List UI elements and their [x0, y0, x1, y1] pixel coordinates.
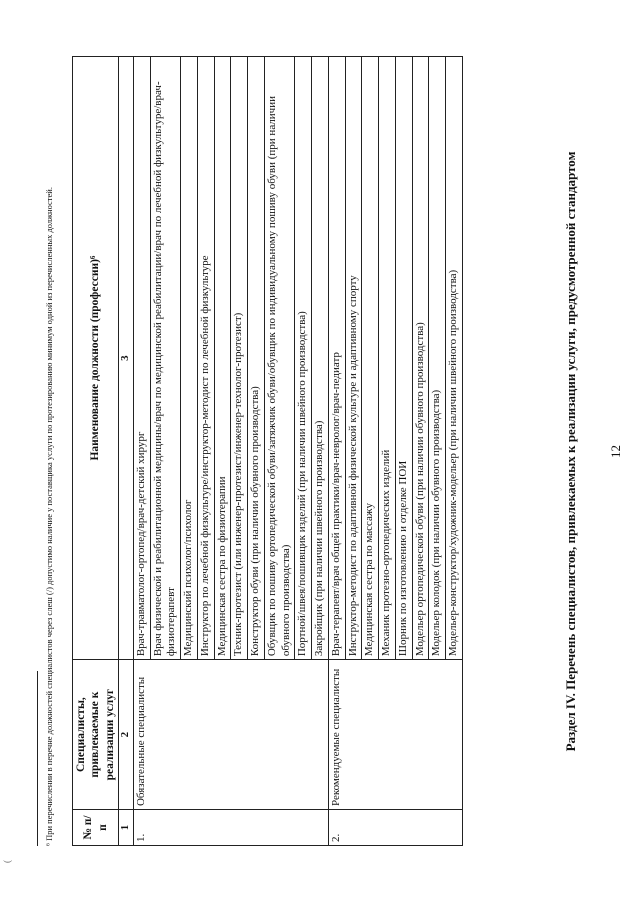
- position-name: Медицинская сестра по физиотерапии: [214, 57, 231, 660]
- position-name: Врач-травматолог-ортопед/врач-детский хирург: [133, 57, 150, 660]
- column-number: 2: [119, 660, 134, 810]
- position-name: Врач-терапевт/врач общей практики/врач-невролог/врач-педиатр: [328, 57, 345, 660]
- group-name: Рекомендуемые специалисты: [328, 660, 462, 810]
- column-number: 1: [119, 810, 134, 846]
- header-no: № п/п: [73, 810, 119, 846]
- group-number: 1.: [133, 810, 328, 846]
- column-number-row: [119, 57, 134, 846]
- footnote-divider: [37, 671, 38, 846]
- position-name: Модельер-конструктор/художник-модельер (при наличии швейного производства): [446, 57, 463, 660]
- position-name: Инструктор по лечебной физкультуре/инструктор-методист по лечебной физкультуре: [197, 57, 214, 660]
- section-title: Раздел IV. Перечень специалистов, привлекаемых к реализации услуги, предусмотренной стандартом: [563, 151, 578, 752]
- position-name: Техник-протезист (или инженер-протезист/инженер-технолог-протезист): [231, 57, 248, 660]
- position-name: Модельер колодок (при наличии обувного производства): [429, 57, 446, 660]
- group-name: Обязательные специалисты: [133, 660, 328, 810]
- position-name: Врач физической и реабилитационной медицины/врач по медицинской реабилитации/врач по лечебной физкультуре/врач-физиотерапевт: [150, 57, 181, 660]
- page-number: 12: [608, 445, 623, 458]
- position-name: Конструктор обуви (при наличии обувного производства): [248, 57, 265, 660]
- position-name: Медицинская сестра по массажу: [362, 57, 379, 660]
- position-name: Инструктор-методист по адаптивной физической культуре и адаптивному спорту: [345, 57, 362, 660]
- column-number: 3: [119, 57, 134, 660]
- position-name: Медицинский психолог/психолог: [181, 57, 198, 660]
- corner-mark: (: [2, 860, 12, 863]
- header-positions: Наименование должности (профессии)⁶: [73, 57, 119, 660]
- specialists-table: [72, 56, 463, 846]
- position-name: Закройщик (при наличии швейного производства): [312, 57, 329, 660]
- header-specialists: Специалисты, привлекаемые к реализации услуг: [73, 660, 119, 810]
- table-row: [328, 57, 345, 846]
- table-row: [133, 57, 150, 846]
- table-header-row: [73, 57, 119, 846]
- footnote: ⁶ При перечислении в перечне должностей специалистов через слеш (/) допустимо наличие у поставщика услуги по протезированию минимум одной из перечисленных должностей.: [44, 187, 54, 846]
- position-name: Обувщик по пошиву ортопедической обуви/затяжчик обуви/обувщик по индивидуальному пошиву обуви (при наличии обувного производства): [264, 57, 295, 660]
- position-name: Шорник по изготовлению и отделке ПОИ: [395, 57, 412, 660]
- group-number: 2.: [328, 810, 462, 846]
- position-name: Портной/швея/пошивщик изделий (при наличии швейного производства): [295, 57, 312, 660]
- position-name: Модельер ортопедической обуви (при наличии обувного производства): [412, 57, 429, 660]
- position-name: Механик протезно-ортопедических изделий: [379, 57, 396, 660]
- table-body: [133, 57, 462, 846]
